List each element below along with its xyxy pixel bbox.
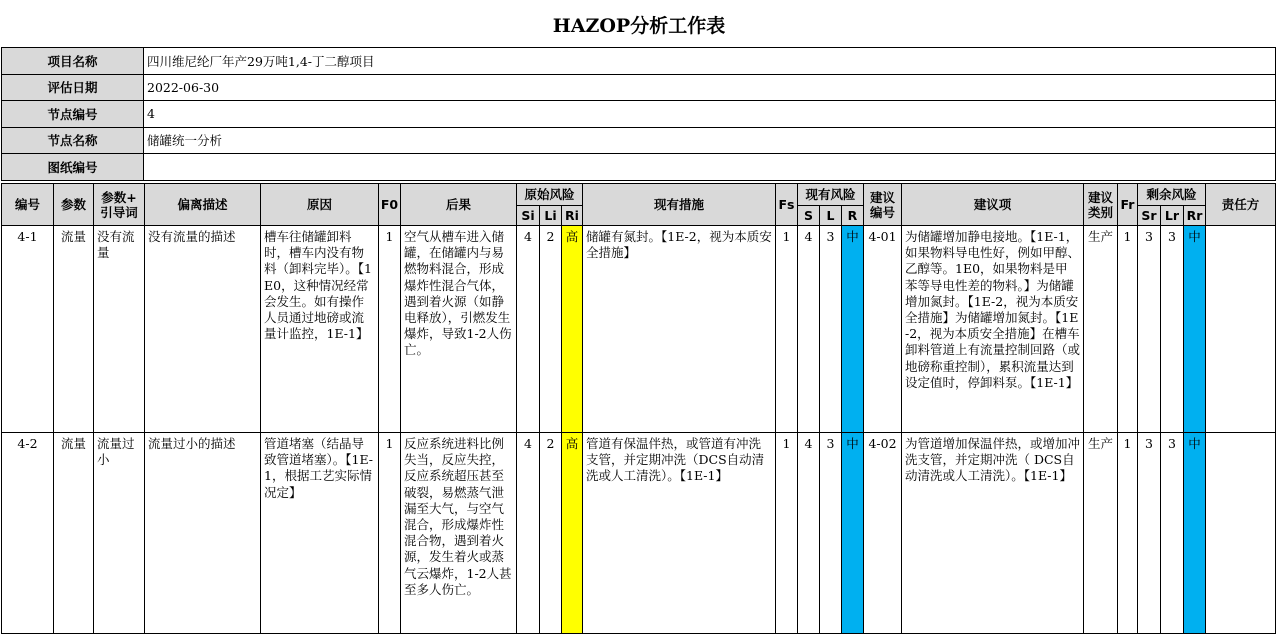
info-row-node-no — [2, 101, 1276, 128]
cell-deviation: 没有流量的描述 — [145, 226, 261, 433]
header-no: 编号 — [2, 184, 54, 226]
header-fs: Fs — [776, 184, 798, 226]
header-param: 参数 — [54, 184, 94, 226]
header-cause: 原因 — [261, 184, 379, 226]
cell-fs: 1 — [776, 433, 798, 634]
header-suggestion: 建议项 — [902, 184, 1084, 226]
info-value: 2022-06-30 — [144, 74, 1276, 101]
cell-r-badge: 中 — [842, 433, 864, 634]
cell-rr-badge: 中 — [1184, 433, 1206, 634]
cell-param: 流量 — [54, 226, 94, 433]
cell-no: 4-1 — [2, 226, 54, 433]
table-row — [2, 226, 1276, 433]
cell-l: 3 — [820, 433, 842, 634]
cell-guideword: 没有流量 — [94, 226, 145, 433]
cell-ri-badge: 高 — [562, 226, 583, 433]
cell-sr: 3 — [1138, 433, 1161, 634]
cell-suggestion: 为管道增加保温伴热，或增加冲洗支管，并定期冲洗（ DCS自动清洗或人工清洗）。【1E-1】 — [902, 433, 1084, 634]
header-curr-risk: 现有风险 — [798, 184, 864, 206]
cell-owner — [1206, 433, 1276, 634]
cell-guideword: 流量过小 — [94, 433, 145, 634]
cell-fs: 1 — [776, 226, 798, 433]
header-sugg-type — [1084, 184, 1118, 226]
cell-consequence: 空气从槽车进入储罐，在储罐内与易燃物料混合，形成爆炸性混合气体，遇到着火源（如静电释放），引燃发生爆炸，导致1-2人伤亡。 — [401, 226, 517, 433]
hazop-table — [1, 183, 1276, 634]
page-title: HAZOP分析工作表 — [552, 15, 726, 37]
header-sugg-no-line1: 建议 — [869, 189, 895, 205]
cell-sugg-type: 生产 — [1084, 433, 1118, 634]
header-ri: Ri — [562, 206, 583, 226]
header-l: L — [820, 206, 842, 226]
cell-s: 4 — [798, 433, 820, 634]
cell-l: 3 — [820, 226, 842, 433]
header-si: Si — [517, 206, 540, 226]
info-row-date — [2, 74, 1276, 101]
cell-sr: 3 — [1138, 226, 1161, 433]
cell-consequence: 反应系统进料比例失当，反应失控，反应系统超压甚至破裂，易燃蒸气泄漏至大气，与空气混合，形成爆炸性混合物，遇到着火源，发生着火或蒸气云爆炸，1-2人甚至多人伤亡。 — [401, 433, 517, 634]
header-resid-risk: 剩余风险 — [1138, 184, 1206, 206]
header-rr: Rr — [1184, 206, 1206, 226]
info-label: 图纸编号 — [2, 154, 144, 181]
header-measures: 现有措施 — [583, 184, 776, 226]
header-f0: F0 — [379, 184, 401, 226]
cell-ri-badge: 高 — [562, 433, 583, 634]
info-label: 节点名称 — [2, 127, 144, 154]
info-row-node-name — [2, 127, 1276, 154]
header-orig-risk: 原始风险 — [517, 184, 583, 206]
info-label: 评估日期 — [2, 74, 144, 101]
cell-sugg-type: 生产 — [1084, 226, 1118, 433]
cell-rr-badge: 中 — [1184, 226, 1206, 433]
cell-r-badge: 中 — [842, 226, 864, 433]
cell-si: 4 — [517, 433, 540, 634]
cell-measures: 管道有保温伴热，或管道有冲洗支管，并定期冲洗（DCS自动清洗或人工清洗）。【1E-1】 — [583, 433, 776, 634]
header-guideword-line2: 引导词 — [100, 204, 138, 220]
header-s: S — [798, 206, 820, 226]
header-deviation: 偏离描述 — [145, 184, 261, 226]
header-fr: Fr — [1118, 184, 1138, 226]
header-owner: 责任方 — [1206, 184, 1276, 226]
cell-no: 4-2 — [2, 433, 54, 634]
header-sugg-no — [864, 184, 902, 226]
cell-owner — [1206, 226, 1276, 433]
cell-fr: 1 — [1118, 226, 1138, 433]
cell-lr: 3 — [1161, 433, 1184, 634]
cell-sugg-no: 4-01 — [864, 226, 902, 433]
header-lr: Lr — [1161, 206, 1184, 226]
header-sugg-type-line1: 建议 — [1087, 189, 1113, 205]
cell-si: 4 — [517, 226, 540, 433]
cell-cause: 管道堵塞（结晶导致管道堵塞）。【1E-1，根据工艺实际情况定】 — [261, 433, 379, 634]
info-row-drawing — [2, 154, 1276, 181]
header-sr: Sr — [1138, 206, 1161, 226]
cell-deviation: 流量过小的描述 — [145, 433, 261, 634]
project-info-table — [1, 47, 1276, 181]
table-row — [2, 433, 1276, 634]
cell-lr: 3 — [1161, 226, 1184, 433]
header-consequence: 后果 — [401, 184, 517, 226]
cell-li: 2 — [540, 226, 562, 433]
cell-measures: 储罐有氮封。【1E-2，视为本质安全措施】 — [583, 226, 776, 433]
cell-cause: 槽车往储罐卸料时，槽车内没有物料（卸料完毕）。【1E0，这种情况经常会发生。如有操作人员通过地磅或流量计监控，1E-1】 — [261, 226, 379, 433]
cell-s: 4 — [798, 226, 820, 433]
info-value: 储罐统一分析 — [144, 127, 1276, 154]
cell-f0: 1 — [379, 226, 401, 433]
info-value — [144, 154, 1276, 181]
header-r: R — [842, 206, 864, 226]
cell-sugg-no: 4-02 — [864, 433, 902, 634]
cell-li: 2 — [540, 433, 562, 634]
header-sugg-type-line2: 类别 — [1087, 204, 1113, 220]
info-value: 四川维尼纶厂年产29万吨1,4-丁二醇项目 — [144, 48, 1276, 75]
header-guideword — [94, 184, 145, 226]
header-sugg-no-line2: 编号 — [869, 204, 895, 220]
cell-param: 流量 — [54, 433, 94, 634]
info-label: 节点编号 — [2, 101, 144, 128]
cell-suggestion: 为储罐增加静电接地。【1E-1，如果物料导电性好，例如甲醇、乙醇等。1E0，如果物料是甲苯等导电性差的物料。】为储罐增加氮封。【1E-2，视为本质安全措施】为储罐增加氮封。【1E-2，视为本质安全措施】在槽车卸料管道上有流量控制回路（或地磅称重控制），累积流量达到设定值时，停卸料泵。【1E-1】 — [902, 226, 1084, 433]
cell-fr: 1 — [1118, 433, 1138, 634]
cell-f0: 1 — [379, 433, 401, 634]
info-row-project — [2, 48, 1276, 75]
header-li: Li — [540, 206, 562, 226]
info-label: 项目名称 — [2, 48, 144, 75]
info-value: 4 — [144, 101, 1276, 128]
header-guideword-line1: 参数+ — [101, 189, 137, 205]
